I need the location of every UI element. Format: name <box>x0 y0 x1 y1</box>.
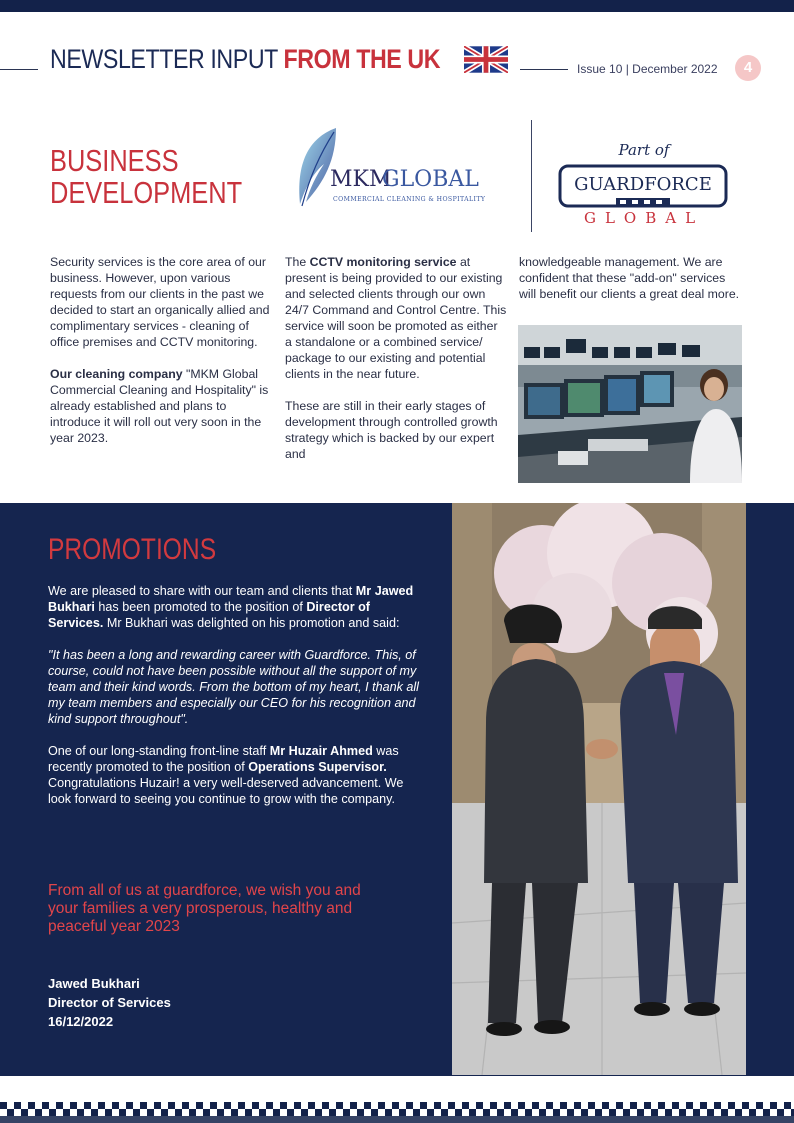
heading-line-1: BUSINESS <box>50 143 179 178</box>
title-accent: FROM THE UK <box>283 44 441 74</box>
col2-paragraph-1: The CCTV monitoring service at present is being provided to our existing and selected clients through our own 24/7 Command and Control Centre. This service will soon be promoted as either a standalone or a combined service/ package to our existing and potential clients in the near future. <box>285 255 507 381</box>
guardforce-global-logo <box>556 138 732 228</box>
mkm-tagline: COMMERCIAL CLEANING & HOSPITALITY <box>333 196 486 203</box>
header-rule-right <box>520 69 568 70</box>
handshake-photo <box>452 503 746 1075</box>
cctv-control-room-photo <box>518 325 742 483</box>
uk-flag-icon <box>464 46 508 73</box>
header-rule-left <box>0 69 38 70</box>
business-development-heading <box>50 145 242 209</box>
col1-paragraph-2: Our cleaning company "MKM Global Commercial Cleaning and Hospitality" is already established and plans to introduce it will roll out very soon in the year 2023. <box>50 367 269 445</box>
business-column-1 <box>50 254 272 462</box>
top-bar <box>0 0 794 12</box>
season-greeting: From all of us at guardforce, we wish you and your families a very prosperous, healthy and peaceful year 2023 <box>48 882 361 935</box>
signature-title: Director of Services <box>48 995 171 1010</box>
issue-label: Issue 10 | December 2022 <box>577 62 718 76</box>
title-main: NEWSLETTER INPUT <box>50 44 278 74</box>
guardforce-brand: GUARDFORCE <box>574 174 712 195</box>
promotion-quote: "It has been a long and rewarding career with Guardforce. This, of course, could not have been possible without all the support of my team and their kind words. From the bottom of my heart, I thank all my team members and especially our CEO for his recognition and kind support throughout". <box>48 648 419 726</box>
business-column-2 <box>285 254 507 478</box>
promotion-paragraph-2: One of our long-standing front-line staff Mr Huzair Ahmed was recently promoted to the position of Operations Supervisor. Congratulations Huzair! a very well-deserved advancement. We look forward to seeing you continue to grow with the company. <box>48 744 404 806</box>
part-of-label: Part of <box>618 141 670 159</box>
promotion-paragraph-1: We are pleased to share with our team and clients that Mr Jawed Bukhari has been promoted to the position of Director of Services. Mr Bukhari was delighted on his promotion and said: <box>48 584 414 630</box>
col2-paragraph-2: These are still in their early stages of development through controlled growth strategy which is backed by our expert and <box>285 399 498 461</box>
signature-date: 16/12/2022 <box>48 1014 114 1029</box>
guardforce-sub: GLOBAL <box>583 209 705 227</box>
checkered-footer-band <box>0 1102 794 1123</box>
promotions-body <box>48 583 428 823</box>
signature-name: Jawed Bukhari <box>48 976 140 991</box>
business-column-3 <box>519 254 744 318</box>
page-number-badge: 4 <box>735 55 761 81</box>
promotions-heading: PROMOTIONS <box>48 533 217 566</box>
col1-paragraph-1: Security services is the core area of our business. However, upon various requests from our clients in the past we decided to start an organically allied and complimentary services - cleaning of office premises and CCTV monitoring. <box>50 255 270 349</box>
col3-paragraph-1: knowledgeable management. We are confident that these "add-on" services will benefit our clients a great deal more. <box>519 255 740 301</box>
mkm-global-logo <box>290 124 500 210</box>
signature-block <box>48 974 171 1031</box>
logo-divider <box>531 120 532 232</box>
newsletter-title <box>50 44 440 75</box>
heading-line-2: DEVELOPMENT <box>50 175 243 210</box>
mkm-brand-b: GLOBAL <box>382 167 479 192</box>
mkm-brand-a: MKM <box>330 167 392 192</box>
